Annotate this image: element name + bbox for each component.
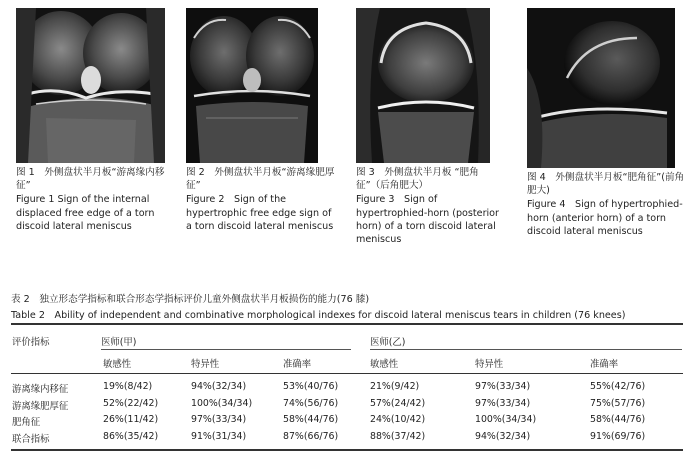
- subheader-accuracy-b: 准确率: [590, 359, 619, 370]
- row-label: 游离缘肥厚征: [12, 401, 69, 412]
- table-cell: 75%(57/76): [590, 398, 646, 409]
- table-cell: 88%(37/42): [370, 431, 426, 442]
- table-cell: 100%(34/34): [191, 398, 253, 409]
- figure-3-caption-en: Figure 3 Sign of hypertrophied-horn (posterior horn) of a torn discoid lateral meniscus: [356, 194, 499, 246]
- figure-1-mri-image: [16, 8, 165, 163]
- table-top-rule: [11, 323, 683, 325]
- group-b-underline: [370, 349, 682, 350]
- table-cell: 55%(42/76): [590, 381, 646, 392]
- subheader-sensitivity-a: 敏感性: [103, 359, 132, 370]
- table-cell: 97%(33/34): [475, 381, 531, 392]
- row-label: 肥角征: [12, 417, 41, 428]
- figure-3-mri-image: [356, 8, 490, 163]
- subheader-specificity-b: 特异性: [475, 359, 504, 370]
- table-cell: 86%(35/42): [103, 431, 159, 442]
- table-cell: 94%(32/34): [475, 431, 531, 442]
- table-header-index: 评价指标: [12, 337, 50, 348]
- table-bottom-rule: [11, 449, 683, 451]
- row-label: 游离缘内移征: [12, 384, 69, 395]
- table-cell: 24%(10/42): [370, 414, 426, 425]
- figure-2-caption-zh: 图 2 外侧盘状半月板“游离缘肥厚征”: [186, 167, 335, 192]
- table-cell: 100%(34/34): [475, 414, 537, 425]
- figure-3-caption-zh: 图 3 外侧盘状半月板 “肥角征”（后角肥大）: [356, 167, 479, 192]
- table-header-rule: [11, 373, 683, 374]
- table-cell: 21%(9/42): [370, 381, 420, 392]
- table-cell: 53%(40/76): [283, 381, 339, 392]
- table-cell: 19%(8/42): [103, 381, 153, 392]
- table-header-group-b: 医师(乙): [370, 337, 406, 348]
- figure-2-mri-image: [186, 8, 318, 163]
- subheader-sensitivity-b: 敏感性: [370, 359, 399, 370]
- figure-4-caption: [527, 171, 687, 238]
- table-cell: 91%(31/34): [191, 431, 247, 442]
- subheader-specificity-a: 特异性: [191, 359, 220, 370]
- table-cell: 74%(56/76): [283, 398, 339, 409]
- table-cell: 26%(11/42): [103, 414, 159, 425]
- figure-4-caption-zh: 图 4 外侧盘状半月板“肥角征”(前角肥大): [527, 172, 685, 197]
- figure-4-caption-en: Figure 4 Sign of hypertrophied-horn (anterior horn) of a torn discoid lateral meniscus: [527, 199, 683, 237]
- figure-1-caption-zh: 图 1 外侧盘状半月板“游离缘内移征”: [16, 167, 165, 192]
- figure-2-caption: [186, 166, 336, 233]
- table-cell: 58%(44/76): [283, 414, 339, 425]
- table-title-zh: 表 2 独立形态学指标和联合形态学指标评价儿童外侧盘状半月板损伤的能力(76 膝): [11, 294, 370, 305]
- figure-4-mri-image: [527, 8, 675, 168]
- subheader-accuracy-a: 准确率: [283, 359, 312, 370]
- table-cell: 52%(22/42): [103, 398, 159, 409]
- figure-1-caption: [16, 166, 166, 233]
- group-a-underline: [101, 349, 351, 350]
- table-title-en: Table 2 Ability of independent and combinative morphological indexes for discoid lateral meniscus tears in children (76 knees): [11, 310, 626, 321]
- table-cell: 57%(24/42): [370, 398, 426, 409]
- table-cell: 97%(33/34): [191, 414, 247, 425]
- table-header-group-a: 医师(甲): [101, 337, 137, 348]
- figure-3-caption: [356, 166, 506, 246]
- table-cell: 87%(66/76): [283, 431, 339, 442]
- table-cell: 91%(69/76): [590, 431, 646, 442]
- table-cell: 58%(44/76): [590, 414, 646, 425]
- figure-2-caption-en: Figure 2 Sign of the hypertrophic free edge sign of a torn discoid lateral meniscus: [186, 194, 334, 232]
- figure-1-caption-en: Figure 1 Sign of the internal displaced free edge of a torn discoid lateral meniscus: [16, 194, 155, 232]
- row-label: 联合指标: [12, 434, 50, 445]
- table-cell: 97%(33/34): [475, 398, 531, 409]
- table-cell: 94%(32/34): [191, 381, 247, 392]
